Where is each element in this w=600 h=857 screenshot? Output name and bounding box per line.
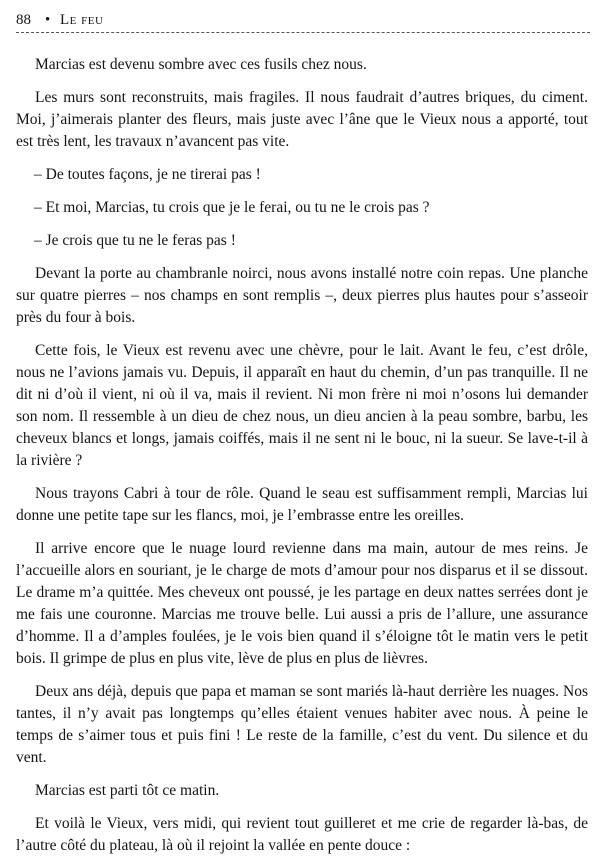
dialogue-line-1: – De toutes façons, je ne tirerai pas ! <box>34 166 261 183</box>
paragraph-5: Nous trayons Cabri à tour de rôle. Quand le seau est suffisamment rempli, Marcias lui donne une petite tape sur les flancs, moi, je l’embrasse entre les oreilles. <box>16 485 588 524</box>
running-title: Le feu <box>60 12 104 28</box>
paragraph-9: Et voilà le Vieux, vers midi, qui revient tout guilleret et me crie de regarder là-bas, de l’autre côté du plateau, là où il rejoint la vallée en pente douce : <box>16 815 588 854</box>
paragraph-1: Marcias est devenu sombre avec ces fusils chez nous. <box>35 56 367 73</box>
dialogue-line-2: – Et moi, Marcias, tu crois que je le ferai, ou tu ne le crois pas ? <box>34 199 430 216</box>
page-number: 88 <box>16 12 31 28</box>
paragraph-2: Les murs sont reconstruits, mais fragiles. Il nous faudrait d’autres briques, du ciment. Moi, j’aimerais planter des fleurs, mais juste avec l’âne que le Vieux nous a apporté, tout est très lent, les travaux n’avancent pas vite. <box>16 89 588 150</box>
paragraph-6: Il arrive encore que le nuage lourd revienne dans ma main, autour de mes reins. Je l’accueille alors en souriant, je le charge de mots d’amour pour nos disparus et il se dissout. Le drame m’a quittée. Mes cheveux ont poussé, je les partage en deux nattes serrées dont je me fais une couronne. Marcias me trouve belle. Lui aussi a pris de l’allure, une assurance d’homme. Il a d’amples foulées, je le vois bien quand il s’éloigne tôt le matin vers le petit bois. Il grimpe de plus en plus vite, lève de plus en plus de lièvres. <box>16 540 588 667</box>
paragraph-4: Cette fois, le Vieux est revenu avec une chèvre, pour le lait. Avant le feu, c’est drôle, nous ne l’avions jamais vu. Depuis, il apparaît en haut du chemin, d’un pas tranquille. Il ne dit ni d’où il vient, ni où il va, mais il revient. Ni mon frère ni moi n’osons lui demander son nom. Il ressemble à un dieu de chez nous, un dieu ancien à la peau sombre, barbu, les cheveux blancs et longs, jamais coiffés, mais il ne sent ni le bouc, ni la sueur. Se lave-t-il à la rivière ? <box>16 342 588 469</box>
dialogue-line-3: – Je crois que tu ne le feras pas ! <box>34 232 236 249</box>
paragraph-7: Deux ans déjà, depuis que papa et maman se sont mariés là-haut derrière les nuages. Nos tantes, il n’y avait pas longtemps qu’elles étaient venues habiter avec nous. À peine le temps de s’aimer tous et puis fini ! Le reste de la famille, c’est du vent. Du silence et du vent. <box>16 683 588 766</box>
paragraph-3: Devant la porte au chambranle noirci, nous avons installé notre coin repas. Une planche sur quatre pierres – nos champs en sont remplis –, deux pierres plus hautes pour s’asseoir près du four à bois. <box>16 265 588 326</box>
paragraph-8: Marcias est parti tôt ce matin. <box>35 782 220 799</box>
text-body <box>16 54 588 857</box>
header-separator: • <box>45 12 51 28</box>
page-header <box>16 8 590 33</box>
